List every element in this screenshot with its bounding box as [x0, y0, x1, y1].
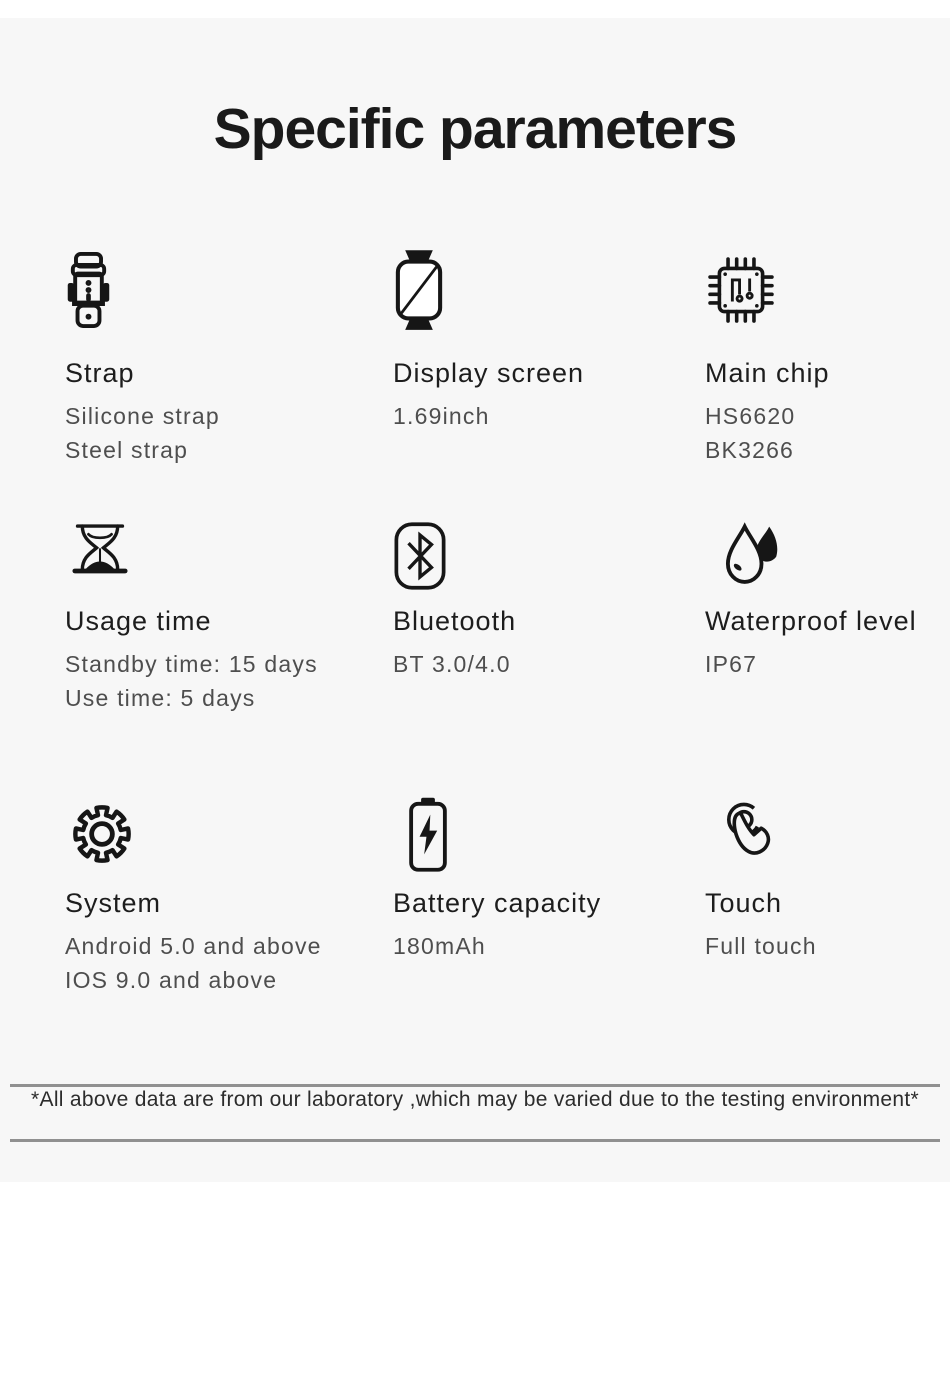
spec-line: 180mAh	[393, 933, 486, 959]
spec-line: 1.69inch	[393, 403, 490, 429]
spec-title: Bluetooth	[393, 606, 517, 636]
spec-title: Display screen	[393, 358, 585, 388]
spec-cell-waterproof-level	[705, 514, 950, 739]
gear-icon	[65, 792, 185, 876]
spec-title: Touch	[705, 888, 783, 918]
spec-cell-display-screen	[393, 248, 638, 473]
spec-title: Waterproof level	[705, 606, 917, 636]
spec-line: Use time: 5 days	[65, 685, 256, 711]
display-screen-icon	[393, 248, 513, 332]
strap-icon	[65, 248, 185, 332]
spec-cell-battery-capacity	[393, 792, 638, 1017]
spec-line: IP67	[705, 651, 758, 677]
touch-finger-icon	[705, 792, 837, 876]
disclaimer-text: *All above data are from our laboratory ,which may be varied due to the testing environment*	[31, 1088, 919, 1111]
spec-line: Silicone strap	[65, 403, 220, 429]
divider-line	[10, 1139, 940, 1142]
spec-cell-usage-time	[65, 514, 318, 739]
spec-cell-touch	[705, 792, 950, 1017]
spec-title: Strap	[65, 358, 135, 388]
spec-cell-main-chip	[705, 248, 950, 473]
spec-cell-bluetooth	[393, 514, 638, 739]
spec-title: Main chip	[705, 358, 830, 388]
hourglass-icon	[65, 514, 185, 598]
spec-title: Usage time	[65, 606, 212, 636]
spec-line: HS6620	[705, 403, 796, 429]
spec-title: Battery capacity	[393, 888, 602, 918]
spec-line: Android 5.0 and above	[65, 933, 322, 959]
spec-cell-strap	[65, 248, 310, 473]
bluetooth-icon	[393, 514, 513, 598]
spec-line: BT 3.0/4.0	[393, 651, 511, 677]
spec-line: Full touch	[705, 933, 817, 959]
battery-icon	[393, 792, 525, 876]
spec-line: Steel strap	[65, 437, 189, 463]
water-drop-icon	[705, 514, 835, 598]
spec-cell-system	[65, 792, 322, 1017]
page-title: Specific parameters	[213, 97, 737, 161]
main-chip-icon	[705, 248, 825, 332]
divider-line	[10, 1084, 940, 1087]
spec-line: BK3266	[705, 437, 795, 463]
spec-line: Standby time: 15 days	[65, 651, 318, 677]
spec-title: System	[65, 888, 162, 918]
spec-line: IOS 9.0 and above	[65, 967, 278, 993]
